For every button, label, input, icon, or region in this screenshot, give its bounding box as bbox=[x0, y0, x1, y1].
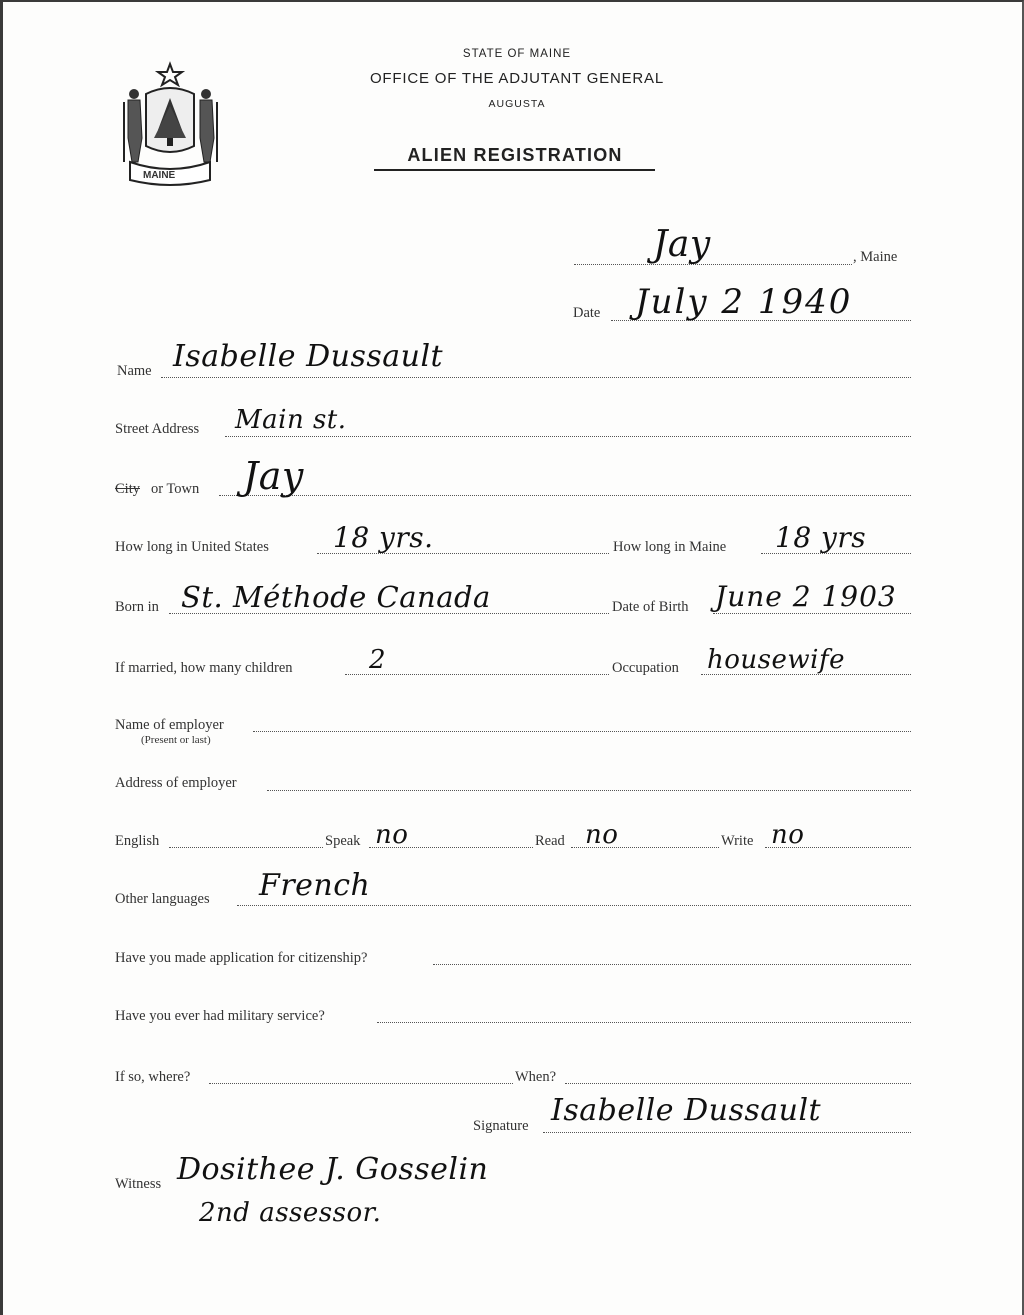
date-of-birth-line bbox=[713, 613, 911, 614]
date-label: Date bbox=[573, 305, 601, 321]
english-line bbox=[169, 847, 323, 848]
maine-label: , Maine bbox=[853, 249, 898, 265]
employer-name-line bbox=[253, 731, 911, 732]
citizenship-label: Have you made application for citizenship? bbox=[115, 950, 368, 966]
other-languages-label: Other languages bbox=[115, 891, 210, 907]
town-line bbox=[219, 495, 911, 496]
other-languages-line bbox=[237, 905, 911, 906]
street-address-label: Street Address bbox=[115, 421, 200, 437]
city-label-struck: City bbox=[115, 481, 140, 497]
citizenship-line bbox=[433, 964, 911, 965]
date-of-birth-label: Date of Birth bbox=[612, 599, 689, 615]
state-heading: STATE OF MAINE bbox=[462, 48, 572, 60]
witness-title: 2nd assessor. bbox=[199, 1198, 382, 1228]
born-in-value: St. Méthode Canada bbox=[181, 580, 491, 614]
date-of-birth-value: June 2 1903 bbox=[715, 580, 897, 613]
employer-name-label: Name of employer bbox=[115, 717, 224, 733]
years-us-label: How long in United States bbox=[115, 539, 269, 555]
write-value: no bbox=[771, 820, 805, 850]
street-address-value: Main st. bbox=[235, 405, 347, 435]
witness-value: Dosithee J. Gosselin bbox=[177, 1152, 489, 1187]
born-in-label: Born in bbox=[115, 599, 159, 615]
speak-value: no bbox=[375, 820, 409, 850]
signature-label: Signature bbox=[473, 1118, 529, 1134]
employer-address-line bbox=[267, 790, 911, 791]
street-address-line bbox=[225, 436, 911, 437]
name-label: Name bbox=[117, 363, 152, 379]
occupation-label: Occupation bbox=[612, 660, 679, 676]
when-label: When? bbox=[515, 1069, 557, 1085]
where-label: If so, where? bbox=[115, 1069, 191, 1085]
town-label: or Town bbox=[151, 481, 200, 497]
years-maine-label: How long in Maine bbox=[613, 539, 727, 555]
read-label: Read bbox=[535, 833, 565, 849]
witness-label: Witness bbox=[115, 1176, 162, 1192]
form-title: ALIEN REGISTRATION bbox=[407, 145, 623, 165]
years-maine-value: 18 yrs bbox=[775, 521, 867, 554]
signature-line bbox=[543, 1132, 911, 1133]
office-heading: OFFICE OF THE ADJUTANT GENERAL bbox=[369, 70, 665, 87]
signature-value: Isabelle Dussault bbox=[551, 1093, 822, 1128]
when-line bbox=[565, 1083, 911, 1084]
name-line bbox=[161, 377, 911, 378]
military-label: Have you ever had military service? bbox=[115, 1008, 325, 1024]
military-line bbox=[377, 1022, 911, 1023]
name-value: Isabelle Dussault bbox=[173, 339, 444, 374]
town-value: Jay bbox=[243, 454, 304, 498]
occupation-value: housewife bbox=[707, 645, 845, 675]
years-us-value: 18 yrs. bbox=[333, 521, 434, 554]
date-value: July 2 1940 bbox=[635, 282, 853, 322]
city-heading: AUGUSTA bbox=[488, 98, 546, 110]
children-value: 2 bbox=[369, 645, 387, 675]
employer-address-label: Address of employer bbox=[115, 775, 237, 791]
write-label: Write bbox=[721, 833, 754, 849]
town-header-line bbox=[574, 264, 852, 265]
town-header-value: Jay bbox=[653, 224, 711, 265]
read-value: no bbox=[585, 820, 619, 850]
employer-note: (Present or last) bbox=[141, 734, 211, 746]
title-underline bbox=[374, 169, 655, 171]
english-label: English bbox=[115, 833, 160, 849]
seal-banner-text: MAINE bbox=[143, 170, 176, 181]
children-label: If married, how many children bbox=[115, 660, 293, 676]
where-line bbox=[209, 1083, 513, 1084]
speak-label: Speak bbox=[325, 833, 361, 849]
other-languages-value: French bbox=[259, 868, 371, 903]
